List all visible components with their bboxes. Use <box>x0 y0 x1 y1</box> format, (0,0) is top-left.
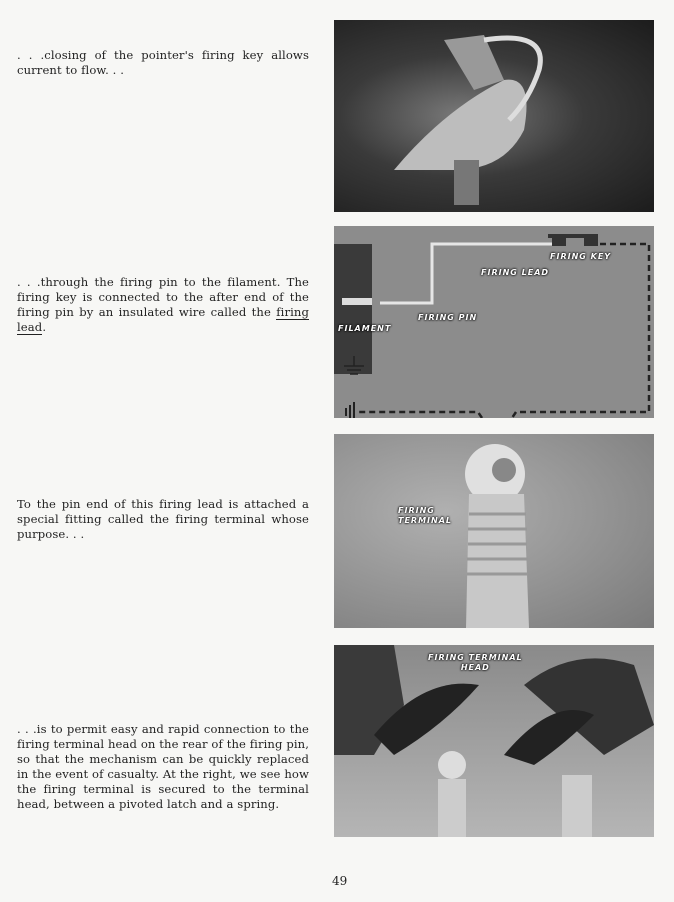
label-line: TERMINAL <box>398 516 453 525</box>
label-line: FIRING TERMINAL <box>428 653 523 662</box>
text: . . .through the firing pin to the filament. The firing key is connected to the after end of the firing pin by an insulated wire called the <box>17 275 309 319</box>
label-firing-terminal-head <box>428 653 523 673</box>
photo-hand-on-firing-key <box>334 20 654 212</box>
page-number: 49 <box>332 874 348 888</box>
label-firing-lead: FIRING LEAD <box>481 268 550 277</box>
label-firing-terminal <box>398 506 452 526</box>
label-line: FIRING <box>398 506 435 515</box>
label-line: HEAD <box>460 663 490 672</box>
paragraph-firing-terminal: To the pin end of this firing lead is attached a special fitting called the firing terminal whose purpose. . . <box>17 497 309 541</box>
text: . <box>42 320 47 334</box>
label-firing-key: FIRING KEY <box>550 252 612 261</box>
label-filament: FILAMENT <box>338 324 392 333</box>
paragraph-firing-pin <box>17 275 309 335</box>
photo-firing-terminal-head <box>334 645 654 837</box>
underlined-word: lead <box>17 320 43 334</box>
firing-circuit-diagram <box>334 226 654 418</box>
photo-firing-terminal <box>334 434 654 628</box>
label-firing-pin: FIRING PIN <box>418 313 478 322</box>
underlined-word: firing <box>276 305 309 319</box>
paragraph-terminal-head: . . .is to permit easy and rapid connection to the firing terminal head on the rear of the firing pin, so that the mechanism can be quickly replaced in the event of casualty. At the right, we see how the firing terminal is secured to the terminal head, between a pivoted latch and a spring. <box>17 722 309 811</box>
paragraph-firing-key: . . .closing of the pointer's firing key allows current to flow. . . <box>17 48 309 77</box>
